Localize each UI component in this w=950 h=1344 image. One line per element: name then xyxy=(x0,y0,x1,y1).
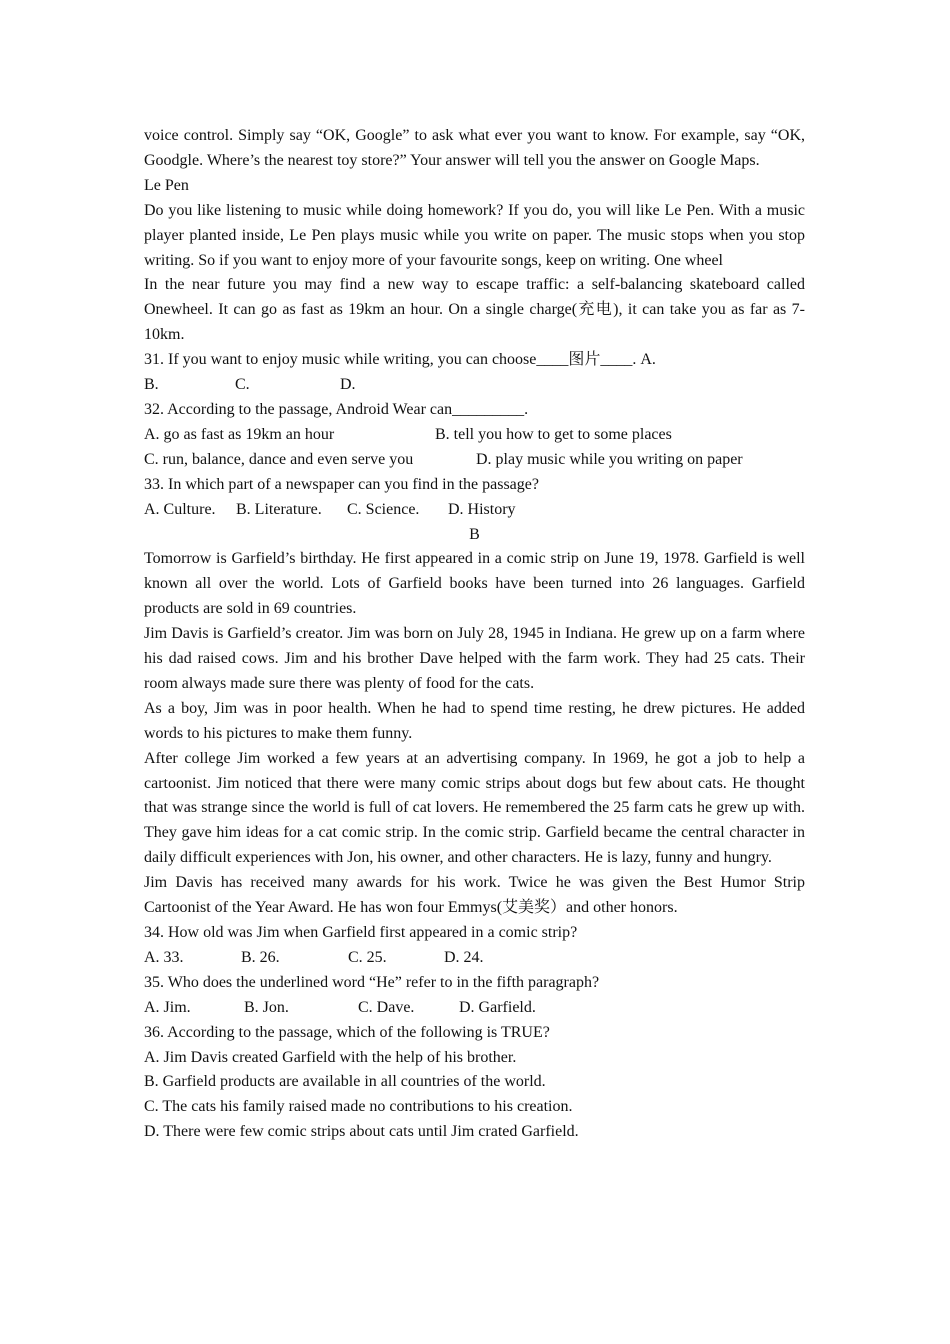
question-36-option-d: D. There were few comic strips about cats until Jim crated Garfield. xyxy=(144,1123,579,1141)
question-32-options-row-2 xyxy=(144,448,805,473)
question-31-option-d: D. xyxy=(340,376,356,394)
question-35-option-a: A. Jim. xyxy=(144,998,191,1016)
question-32-option-a: A. go as fast as 19km an hour xyxy=(144,425,335,443)
question-32-option-b: B. tell you how to get to some places xyxy=(435,425,672,443)
question-31-stem: 31. If you want to enjoy music while writing, you can choose____图片____. A. xyxy=(144,351,656,369)
garfield-paragraph-1: Tomorrow is Garfield’s birthday. He first appeared in a comic strip on June 19, 1978. Garfield is well known all over the world. Lots of Garfield books have been turned into 26 languages. Garfield products are sold in 69 countries. xyxy=(144,550,805,618)
question-36-option-a: A. Jim Davis created Garfield with the help of his brother. xyxy=(144,1048,517,1066)
question-33-option-a: A. Culture. xyxy=(144,500,216,518)
google-paragraph: voice control. Simply say “OK, Google” to ask what ever you want to know. For example, say “OK, Goodgle. Where’s the nearest toy store?” Your answer will tell you the answer on Google Maps. xyxy=(144,127,805,169)
question-36-option-b: B. Garfield products are available in all countries of the world. xyxy=(144,1073,546,1091)
lepen-paragraph: Do you like listening to music while doing homework? If you do, you will like Le Pen. With a music player planted inside, Le Pen plays music while you write on paper. The music stops when you stop writing. So if you want to enjoy more of your favourite songs, keep on writing. One wheel xyxy=(144,201,805,269)
question-32-option-d: D. play music while you writing on paper xyxy=(476,450,743,468)
question-35-option-d: D. Garfield. xyxy=(459,998,536,1016)
question-33-options xyxy=(144,498,805,523)
question-31-option-b: B. xyxy=(144,376,159,394)
question-34-options xyxy=(144,946,805,971)
question-35-stem: 35. Who does the underlined word “He” refer to in the fifth paragraph? xyxy=(144,973,600,991)
question-32-option-c: C. run, balance, dance and even serve you xyxy=(144,450,414,468)
garfield-paragraph-5: Jim Davis has received many awards for his work. Twice he was given the Best Humor Strip Cartoonist of the Year Award. He has won four Emmys(艾美奖）and other honors. xyxy=(144,874,805,917)
document-page xyxy=(144,124,805,1145)
question-31-option-c: C. xyxy=(235,376,250,394)
question-33-stem: 33. In which part of a newspaper can you find in the passage? xyxy=(144,475,539,493)
garfield-paragraph-2: Jim Davis is Garfield’s creator. Jim was born on July 28, 1945 in Indiana. He grew up on a farm where his dad raised cows. Jim and his brother Dave helped with the farm work. They had 25 cats. Their room always made sure there was plenty of food for the cats. xyxy=(144,625,805,692)
garfield-paragraph-3: As a boy, Jim was in poor health. When he had to spend time resting, he drew pictures. He added words to his pictures to make them funny. xyxy=(144,699,805,742)
question-35-option-b: B. Jon. xyxy=(244,998,289,1016)
onewheel-paragraph: In the near future you may find a new way to escape traffic: a self-balancing skateboard called Onewheel. It can go as fast as 19km an hour. On a single charge(充电), it can take you as far as 7-10km. xyxy=(144,276,805,344)
question-35-option-c: C. Dave. xyxy=(358,998,415,1016)
question-34-option-a: A. 33. xyxy=(144,948,184,966)
question-34-stem: 34. How old was Jim when Garfield first appeared in a comic strip? xyxy=(144,924,578,941)
question-34-option-d: D. 24. xyxy=(444,948,484,966)
question-36-option-c: C. The cats his family raised made no contributions to his creation. xyxy=(144,1098,573,1116)
question-33-option-b: B. Literature. xyxy=(236,500,322,518)
question-32-options-row-1 xyxy=(144,423,805,448)
question-36-stem: 36. According to the passage, which of the following is TRUE? xyxy=(144,1023,550,1041)
question-35-options xyxy=(144,996,805,1021)
passage-b-heading: B xyxy=(469,525,480,543)
question-31-options xyxy=(144,373,805,398)
question-33-option-d: D. History xyxy=(448,500,516,518)
question-32-stem: 32. According to the passage, Android Wear can_________. xyxy=(144,400,529,418)
question-34-option-c: C. 25. xyxy=(348,948,387,966)
question-34-option-b: B. 26. xyxy=(241,948,280,966)
lepen-heading: Le Pen xyxy=(144,176,189,194)
garfield-paragraph-4: After college Jim worked a few years at an advertising company. In 1969, he got a job to help a cartoonist. Jim noticed that there were many comic strips about dogs but few about cats. He thought that was strange since the world is full of cat lovers. He remembered the 25 farm cats he grew up with. They gave him ideas for a cat comic strip. In the comic strip. Garfield became the central character in daily difficult experiences with Jon, his owner, and other characters. He is lazy, funny and hungry. xyxy=(144,749,805,867)
question-33-option-c: C. Science. xyxy=(347,500,420,518)
